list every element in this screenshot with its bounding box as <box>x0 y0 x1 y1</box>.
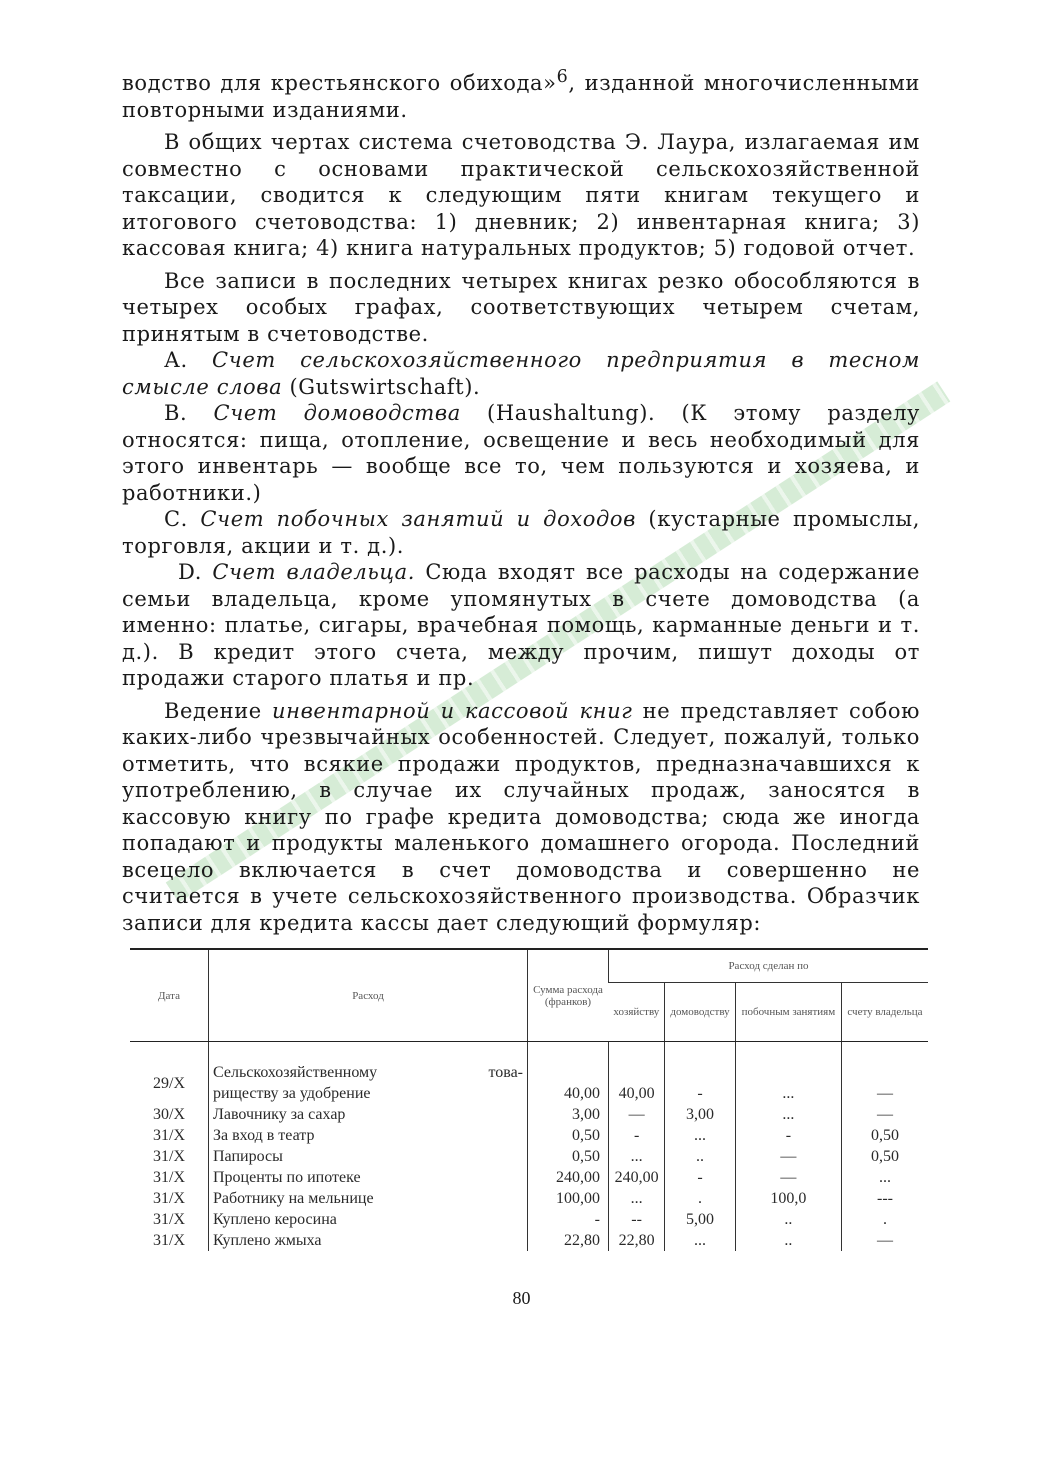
row-house: - <box>665 1042 736 1105</box>
row-side: .. <box>735 1209 841 1230</box>
table-row <box>130 1209 928 1230</box>
row-desc: Папиросы <box>209 1146 528 1167</box>
header-side: побочным занятиям <box>735 983 841 1042</box>
table-row <box>130 1230 928 1251</box>
header-expense: Расход <box>209 949 528 1042</box>
row-date: 30/X <box>153 1106 185 1123</box>
row-owner: — <box>841 1230 928 1251</box>
row-house: 3,00 <box>665 1104 736 1125</box>
row-farm: 240,00 <box>609 1167 665 1188</box>
row-house: 5,00 <box>665 1209 736 1230</box>
cash-ledger-table <box>130 948 928 1251</box>
header-farm: хозяйству <box>609 983 665 1042</box>
row-side: - <box>735 1125 841 1146</box>
row-sum: - <box>528 1209 609 1230</box>
row-desc: Куплено керосина <box>209 1209 528 1230</box>
row-date: 31/X <box>153 1190 185 1207</box>
table-row <box>130 1167 928 1188</box>
row-farm: 40,00 <box>609 1042 665 1105</box>
row-sum: 240,00 <box>528 1167 609 1188</box>
page-number: 80 <box>512 1288 531 1308</box>
row-desc: За вход в театр <box>209 1125 528 1146</box>
body-text <box>122 64 920 936</box>
table-row <box>130 1125 928 1146</box>
row-desc: Работнику на мельнице <box>209 1188 528 1209</box>
row-sum: 100,00 <box>528 1188 609 1209</box>
row-date: 31/X <box>153 1232 185 1249</box>
paragraph-ledger: Ведение инвентарной и кассовой книг не представляет собою каких-либо чрезвычайных особенностей. Следует, пожалуй, только отметить, что всякие продажи продуктов, предназначавшихся к употреблению, в случае их случайных продаж, заносятся в кассовую книгу по графе кредита домоводства; сюда же иногда попадают и продукты маленького домашнего огорода. Последний всецело включается в счет домоводства и совершенно не считается в учете сельскохозяйственного производства. Образчик записи для кредита кассы дает следующий формуляр: <box>122 698 920 935</box>
row-house: ... <box>665 1230 736 1251</box>
header-group: Расход сделан по <box>609 949 929 983</box>
header-sum: Сумма расхода (франков) <box>528 949 609 1042</box>
row-date: 31/X <box>153 1211 185 1228</box>
row-side: — <box>735 1167 841 1188</box>
table-row <box>130 1146 928 1167</box>
row-desc: Проценты по ипотеке <box>209 1167 528 1188</box>
row-date: 31/X <box>153 1148 185 1165</box>
row-house: - <box>665 1167 736 1188</box>
row-side: ... <box>735 1042 841 1105</box>
row-sum: 40,00 <box>528 1042 609 1105</box>
row-desc: Лавочнику за сахар <box>209 1104 528 1125</box>
row-desc: Сельскохозяйственному това- риществу за удобрение <box>209 1042 528 1105</box>
table-row <box>130 1188 928 1209</box>
table-row <box>130 1104 928 1125</box>
table-row <box>130 1042 928 1105</box>
row-sum: 0,50 <box>528 1125 609 1146</box>
row-sum: 3,00 <box>528 1104 609 1125</box>
row-farm: — <box>609 1104 665 1125</box>
row-farm: - <box>609 1125 665 1146</box>
row-owner: --- <box>841 1188 928 1209</box>
row-farm: 22,80 <box>609 1230 665 1251</box>
row-farm: ... <box>609 1188 665 1209</box>
row-side: 100,0 <box>735 1188 841 1209</box>
row-house: ... <box>665 1125 736 1146</box>
row-date: 29/X <box>153 1074 185 1092</box>
row-farm: -- <box>609 1209 665 1230</box>
row-sum: 0,50 <box>528 1146 609 1167</box>
row-owner: . <box>841 1209 928 1230</box>
account-d: D. Счет владельца. Сюда входят все расходы на содержание семьи владельца, кроме упомянутых в счете домоводства (а именно: платье, сигары, врачебная помощь, карманные деньги и т. д.). В кредит этого счета, между прочим, пишут доходы от продажи старого платья и пр. <box>122 560 920 690</box>
row-date: 31/X <box>153 1127 185 1144</box>
row-house: . <box>665 1188 736 1209</box>
row-owner: 0,50 <box>841 1125 928 1146</box>
paragraph-1: В общих чертах система счетоводства Э. Лаура, излагаемая им совместно с основами практической сельскохозяйственной таксации, сводится к следующим пяти книгам текущего и итогового счетоводства: 1) дневник; 2) инвентарная книга; 3) кассовая книга; 4) книга натуральных продуктов; 5) годовой отчет. <box>122 130 920 260</box>
row-house: .. <box>665 1146 736 1167</box>
account-c: С. Счет побочных занятий и доходов (кустарные промыслы, торговля, акции и т. д.). <box>122 507 921 558</box>
row-sum: 22,80 <box>528 1230 609 1251</box>
row-farm: ... <box>609 1146 665 1167</box>
row-owner: — <box>841 1042 928 1105</box>
row-owner: — <box>841 1104 928 1125</box>
header-house: домоводству <box>665 983 736 1042</box>
account-b: В. Счет домоводства (Haushaltung). (К этому разделу относятся: пища, отопление, освещение и весь необходимый для этого инвентарь — вообще все то, чем пользуются и хозяева, и работники.) <box>122 401 920 505</box>
footnote-mark: 6 <box>556 67 569 87</box>
row-owner: 0,50 <box>841 1146 928 1167</box>
header-date: Дата <box>130 949 209 1042</box>
row-date: 31/X <box>153 1169 185 1186</box>
row-desc: Куплено жмыха <box>209 1230 528 1251</box>
paragraph-2: Все записи в последних четырех книгах резко обособляются в четырех особых графах, соответствующих четырем счетам, принятым в счетоводстве. <box>122 268 920 346</box>
row-side: ... <box>735 1104 841 1125</box>
row-side: — <box>735 1146 841 1167</box>
account-a: А. Счет сельскохозяйственного предприятия в тесном смысле слова (Gutswirtschaft). <box>122 348 920 399</box>
header-owner: счету владельца <box>841 983 928 1042</box>
paragraph-0: водство для крестьянского обихода»$^6$, изданной многочисленными повторными изданиями. <box>122 67 920 122</box>
row-owner: ... <box>841 1167 928 1188</box>
row-side: .. <box>735 1230 841 1251</box>
